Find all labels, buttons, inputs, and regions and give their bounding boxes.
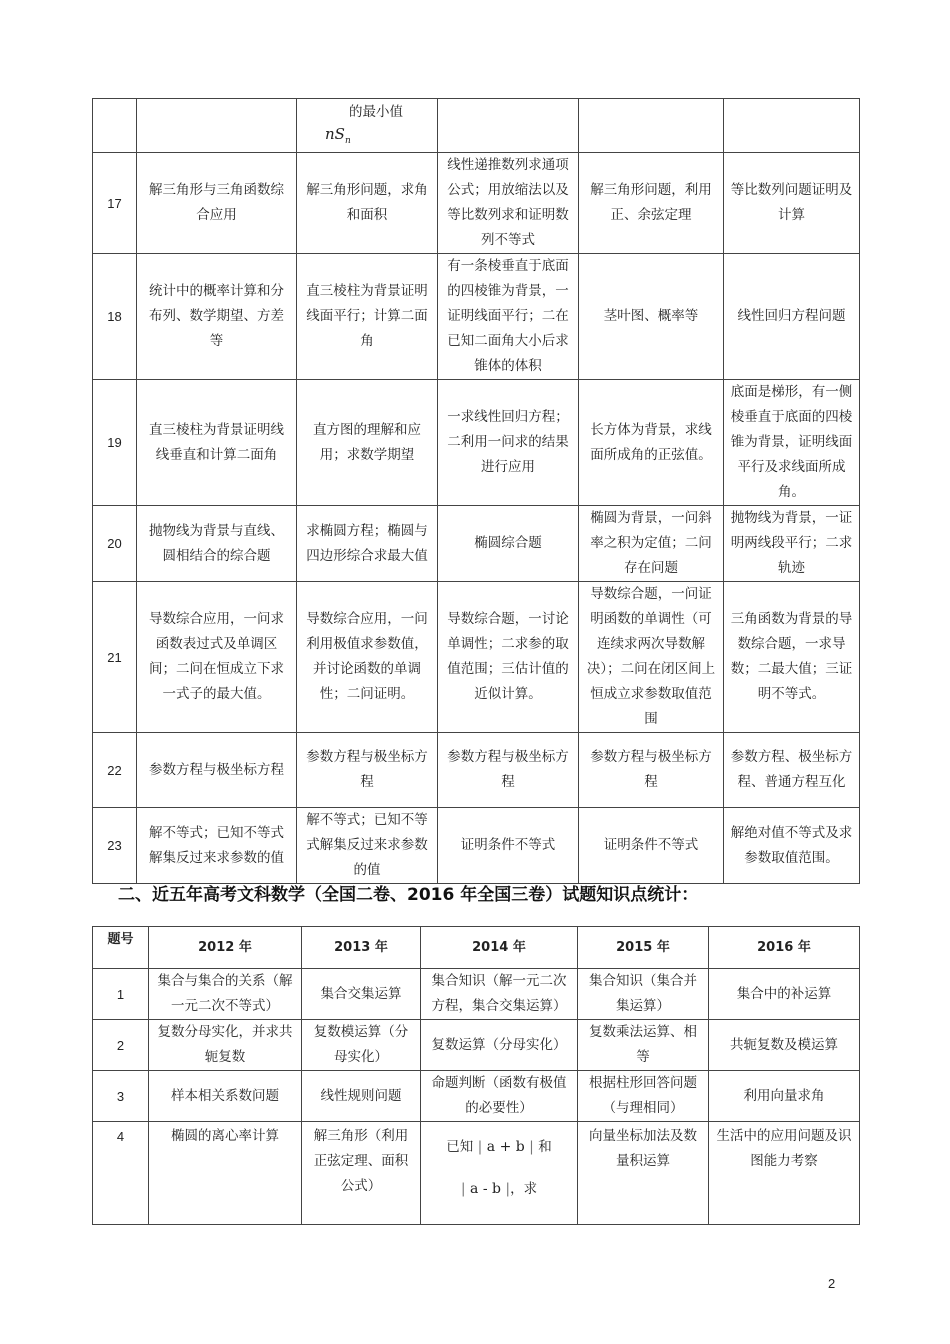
cell-2012: 参数方程与极坐标方程: [137, 733, 297, 808]
cell-2014: 导数综合题，一讨论单调性；二求参的取值范围；三估计值的近似计算。: [438, 582, 579, 733]
cell-2012: 椭圆的离心率计算: [149, 1122, 302, 1225]
cell-2013: 集合交集运算: [302, 969, 421, 1020]
question-number: 1: [93, 969, 149, 1020]
cell-2013-text: 的最小值: [349, 104, 403, 120]
knowledge-table-science: [92, 98, 860, 884]
column-header: 2015 年: [578, 927, 709, 969]
cell-2013: 线性规则问题: [302, 1071, 421, 1122]
cell-2012: 统计中的概率计算和分布列、数学期望、方差等: [137, 254, 297, 380]
cell-2014: [438, 99, 579, 153]
cell-2013: 导数综合应用，一问利用极值求参数值，并讨论函数的单调性；二问证明。: [297, 582, 438, 733]
cell-2016: 生活中的应用问题及识图能力考察: [709, 1122, 860, 1225]
cell-2015: 证明条件不等式: [579, 808, 724, 884]
cell-2012: 复数分母实化，并求共轭复数: [149, 1020, 302, 1071]
cell-2016: 参数方程、极坐标方程、普通方程互化: [724, 733, 860, 808]
cell-2015: 根据柱形回答问题（与理相同）: [578, 1071, 709, 1122]
cell-2012: 直三棱柱为背景证明线线垂直和计算二面角: [137, 380, 297, 506]
cell-2016: 三角函数为背景的导数综合题，一求导数；二最大值；三证明不等式。: [724, 582, 860, 733]
table-row: [93, 808, 860, 884]
table-row: [93, 1071, 860, 1122]
column-header: 2016 年: [709, 927, 860, 969]
table-row: [93, 506, 860, 582]
vector-sum-abs: | a + b |: [477, 1139, 534, 1155]
vector-question-line: | a - b |，求: [460, 1181, 538, 1197]
cell-2016: 抛物线为背景，一证明两线段平行；二求轨迹: [724, 506, 860, 582]
cell-2013: 解三角形问题，求角和面积: [297, 153, 438, 254]
question-number: 22: [93, 733, 137, 808]
cell-2016: 利用向量求角: [709, 1071, 860, 1122]
question-number: 2: [93, 1020, 149, 1071]
cell-2013: 直方图的理解和应用；求数学期望: [297, 380, 438, 506]
cell-2013: 解不等式；已知不等式解集反过来求参数的值: [297, 808, 438, 884]
table-row: [93, 254, 860, 380]
page-number: 2: [828, 1276, 836, 1291]
cell-2014: 椭圆综合题: [438, 506, 579, 582]
cell-2015: 解三角形问题，利用正、余弦定理: [579, 153, 724, 254]
cell-2013: 直三棱柱为背景证明线面平行；计算二面角: [297, 254, 438, 380]
question-number: 18: [93, 254, 137, 380]
question-number: 23: [93, 808, 137, 884]
cell-2016: 共轭复数及模运算: [709, 1020, 860, 1071]
cell-2014: 命题判断（函数有极值的必要性）: [421, 1071, 578, 1122]
cell-2015: 参数方程与极坐标方程: [579, 733, 724, 808]
column-header: 2012 年: [149, 927, 302, 969]
table-header-row: [93, 927, 860, 969]
cell-2012: 解三角形与三角函数综合应用: [137, 153, 297, 254]
cell-2012: 样本相关系数问题: [149, 1071, 302, 1122]
table-row: [93, 1122, 860, 1225]
cell-2014: [421, 1122, 578, 1225]
cell-2016: 等比数列问题证明及计算: [724, 153, 860, 254]
table-row: [93, 969, 860, 1020]
cell-2013: 复数模运算（分母实化）: [302, 1020, 421, 1071]
cell-2015: 椭圆为背景，一问斜率之积为定值；二问存在问题: [579, 506, 724, 582]
cell-2014: 参数方程与极坐标方程: [438, 733, 579, 808]
cell-2016: 底面是梯形，有一侧棱垂直于底面的四棱锥为背景，证明线面平行及求线面所成角。: [724, 380, 860, 506]
cell-2013: [297, 99, 438, 153]
column-header: 题号: [93, 927, 149, 969]
vector-condition-line: 已知 | a + b | 和: [427, 1126, 571, 1158]
question-number: 17: [93, 153, 137, 254]
table-row: [93, 380, 860, 506]
cell-2016: [724, 99, 860, 153]
table-row: [93, 733, 860, 808]
table-row: [93, 582, 860, 733]
question-number: 21: [93, 582, 137, 733]
cell-2015: 导数综合题，一问证明函数的单调性（可连续求两次导数解决）；二问在闭区间上恒成立求参数取值范围: [579, 582, 724, 733]
cell-2016: 解绝对值不等式及求参数取值范围。: [724, 808, 860, 884]
cell-2014: 证明条件不等式: [438, 808, 579, 884]
cell-2016: 集合中的补运算: [709, 969, 860, 1020]
column-header: 2014 年: [421, 927, 578, 969]
question-number: 20: [93, 506, 137, 582]
cell-2012: 抛物线为背景与直线、圆相结合的综合题: [137, 506, 297, 582]
cell-2013: 求椭圆方程；椭圆与四边形综合求最大值: [297, 506, 438, 582]
cell-2012: 导数综合应用，一问求函数表过式及单调区间；二问在恒成立下求一式子的最大值。: [137, 582, 297, 733]
table-row: [93, 1020, 860, 1071]
cell-2012: 集合与集合的关系（解一元二次不等式）: [149, 969, 302, 1020]
cell-2014: 一求线性回归方程；二利用一问求的结果进行应用: [438, 380, 579, 506]
cell-2014: 集合知识（解一元二次方程，集合交集运算）: [421, 969, 578, 1020]
cell-2016: 线性回归方程问题: [724, 254, 860, 380]
question-number: 3: [93, 1071, 149, 1122]
cell-2015: [579, 99, 724, 153]
cell-2015: 茎叶图、概率等: [579, 254, 724, 380]
cell-2015: 复数乘法运算、相等: [578, 1020, 709, 1071]
table-row: [93, 153, 860, 254]
table-row: [93, 99, 860, 153]
vector-diff-abs: | a - b |: [460, 1181, 511, 1197]
section-heading: 二、近五年高考文科数学（全国二卷、2016 年全国三卷）试题知识点统计：: [118, 885, 699, 905]
knowledge-table-arts: [92, 926, 860, 1225]
cell-2015: 集合知识（集合并集运算）: [578, 969, 709, 1020]
column-header: 2013 年: [302, 927, 421, 969]
cell-2014: 有一条棱垂直于底面的四棱锥为背景，一证明线面平行；二在已知二面角大小后求锥体的体积: [438, 254, 579, 380]
question-number: 4: [93, 1122, 149, 1225]
cell-2012: [137, 99, 297, 153]
cell-2015: 长方体为背景，求线面所成角的正弦值。: [579, 380, 724, 506]
question-number: 19: [93, 380, 137, 506]
cell-2012: 解不等式；已知不等式解集反过来求参数的值: [137, 808, 297, 884]
cell-2014: 线性递推数列求通项公式；用放缩法以及等比数列求和证明数列不等式: [438, 153, 579, 254]
cell-2014: 复数运算（分母实化）: [421, 1020, 578, 1071]
cell-2015: 向量坐标加法及数量积运算: [578, 1122, 709, 1225]
cell-2013: 解三角形（利用正弦定理、面积公式）: [302, 1122, 421, 1225]
question-number: [93, 99, 137, 153]
cell-2013: 参数方程与极坐标方程: [297, 733, 438, 808]
math-nSn: $nS_n$: [325, 125, 351, 146]
